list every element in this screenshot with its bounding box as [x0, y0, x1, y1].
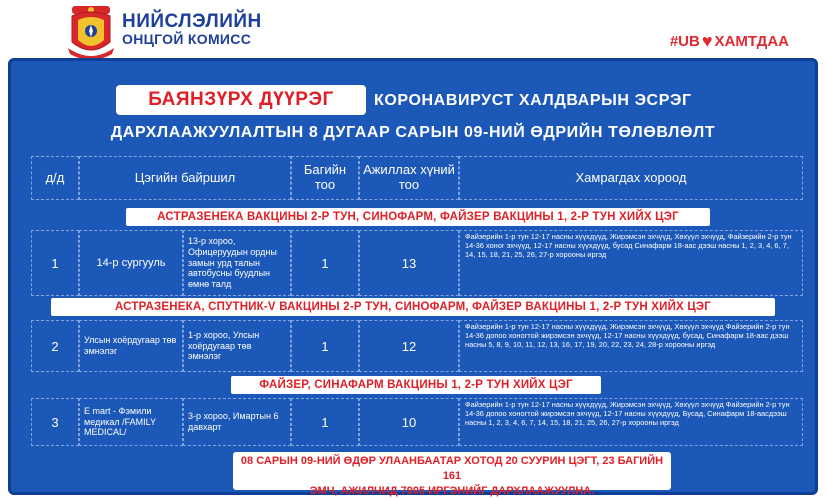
- row3-staff: 10: [359, 398, 459, 446]
- hashtag-prefix: #UB: [669, 32, 700, 50]
- title-line1: КОРОНАВИРУСТ ХАЛДВАРЫН ЭСРЭГ: [374, 92, 692, 109]
- row1-no: 1: [31, 230, 79, 296]
- row1-address: 13-р хороо, Офицеруудын ордны замын урд талын автобусны буудлын өмнө талд: [183, 230, 291, 296]
- row2-staff: 12: [359, 320, 459, 372]
- row1-teams: 1: [291, 230, 359, 296]
- row2-address: 1-р хороо, Улсын хоёрдугаар төв эмнэлэг: [183, 320, 291, 372]
- row2-coverage: Файзерийн 1-р тун 12-17 насны хүүхдүүд, Жирэмсэн эхчүүд, Хөхүүл эхчүүд Файзерийн 2-р тун 14-36 допоо хоногтой жирэмсэн эхчүүд, 12-17 насны хүүхдүүд, бусад, Синафарм 18-аас дээш насны 5, 8, 9, 10, 11, 12, 13, 16, 17, 19, 20, 22, 23, 24, 28-р хорооны иргэд: [459, 320, 803, 372]
- org-name-line1: НИЙСЛЭЛИЙН: [122, 11, 262, 32]
- hashtag-suffix: ХАМТДАА: [714, 32, 789, 50]
- vaccine-banner-3: ФАЙЗЕР, СИНАФАРМ ВАКЦИНЫ 1, 2-Р ТУН ХИЙХ ЦЭГ: [231, 376, 601, 394]
- org-name-line2: ОНЦГОЙ КОМИСС: [122, 30, 252, 47]
- row3-coverage: Файзерийн 1-р тун 12-17 насны хүүхдүүд, Жирэмсэн эхчүүд, Хөхүүл эхчүүд Файзерийн 2-р тун 14-36 допоо хоногтой жирэмсэн эхчүүд, 12-17 насны хүүхдүүд, Бусад, Синафарм 18-аасдээш насны 1, 2, 3, 4, 6, 7, 14, 15, 18, 21, 25, 26, 27-р хорооны иргэд: [459, 398, 803, 446]
- footer-line2: ЭМЧ, АЖИЛЧИД 7905 ИРГЭНИЙГ ДАРХЛААЖУУЛНА.: [309, 484, 595, 497]
- col-header-staff: Ажиллах хүний тоо: [359, 156, 459, 200]
- row2-place: Улсын хоёрдугаар төв эмнэлэг: [79, 320, 183, 372]
- title-line2: ДАРХЛААЖУУЛАЛТЫН 8 ДУГААР САРЫН 09-НИЙ ӨДРИЙН ТӨЛӨВЛӨЛТ: [110, 124, 716, 141]
- vaccine-banner-1: АСТРАЗЕНЕКА ВАКЦИНЫ 2-Р ТУН, СИНОФАРМ, ФАЙЗЕР ВАКЦИНЫ 1, 2-Р ТУН ХИЙХ ЦЭГ: [126, 208, 710, 226]
- district-label: БАЯНЗҮРХ ДҮҮРЭГ: [116, 85, 366, 115]
- row2-teams: 1: [291, 320, 359, 372]
- col-header-no: д/д: [31, 156, 79, 200]
- city-emblem-icon: [66, 4, 116, 60]
- footer-summary: [233, 452, 671, 497]
- col-header-teams: Багийн тоо: [291, 156, 359, 200]
- row1-place: 14-р сургууль: [79, 230, 183, 296]
- row3-place: E mart - Фэмили медикал /FAMILY MEDICAL/: [79, 398, 183, 446]
- footer-line1: 08 САРЫН 09-НИЙ ӨДӨР УЛААНБААТАР ХОТОД 20 СУУРИН ЦЭГТ, 23 БАГИЙН 161: [240, 455, 664, 482]
- heart-icon: ♥: [701, 31, 713, 51]
- vaccine-banner-2: АСТРАЗЕНЕКА, СПУТНИК-V ВАКЦИНЫ 2-Р ТУН, СИНОФАРМ, ФАЙЗЕР ВАКЦИНЫ 1, 2-Р ТУН ХИЙХ ЦЭГ: [51, 298, 775, 316]
- org-name: [122, 12, 262, 47]
- row3-address: 3-р хороо, Имартын 6 давхарт: [183, 398, 291, 446]
- col-header-coverage: Хамрагдах хороод: [459, 156, 803, 200]
- col-header-location: Цэгийн байршил: [79, 156, 291, 200]
- row1-coverage: Файзерийн 1-р тун 12-17 насны хүүхдүүд, Жирэмсэн эхчүүд, Хөхүүл эхчүүд, Файзерийн 2-р тун 14-36 хоног эхчүүд, 12-17 насны хүүхдүүд, бусад Синафарм 18-аас дээш насны 1, 2, 3, 4, 6, 7, 14, 15, 18, 21, 25, 26, 27-р хорооны иргэд: [459, 230, 803, 296]
- schedule-panel: [8, 58, 818, 495]
- header: [0, 0, 825, 62]
- hashtag: [670, 32, 789, 50]
- row3-teams: 1: [291, 398, 359, 446]
- row1-staff: 13: [359, 230, 459, 296]
- row3-no: 3: [31, 398, 79, 446]
- row2-no: 2: [31, 320, 79, 372]
